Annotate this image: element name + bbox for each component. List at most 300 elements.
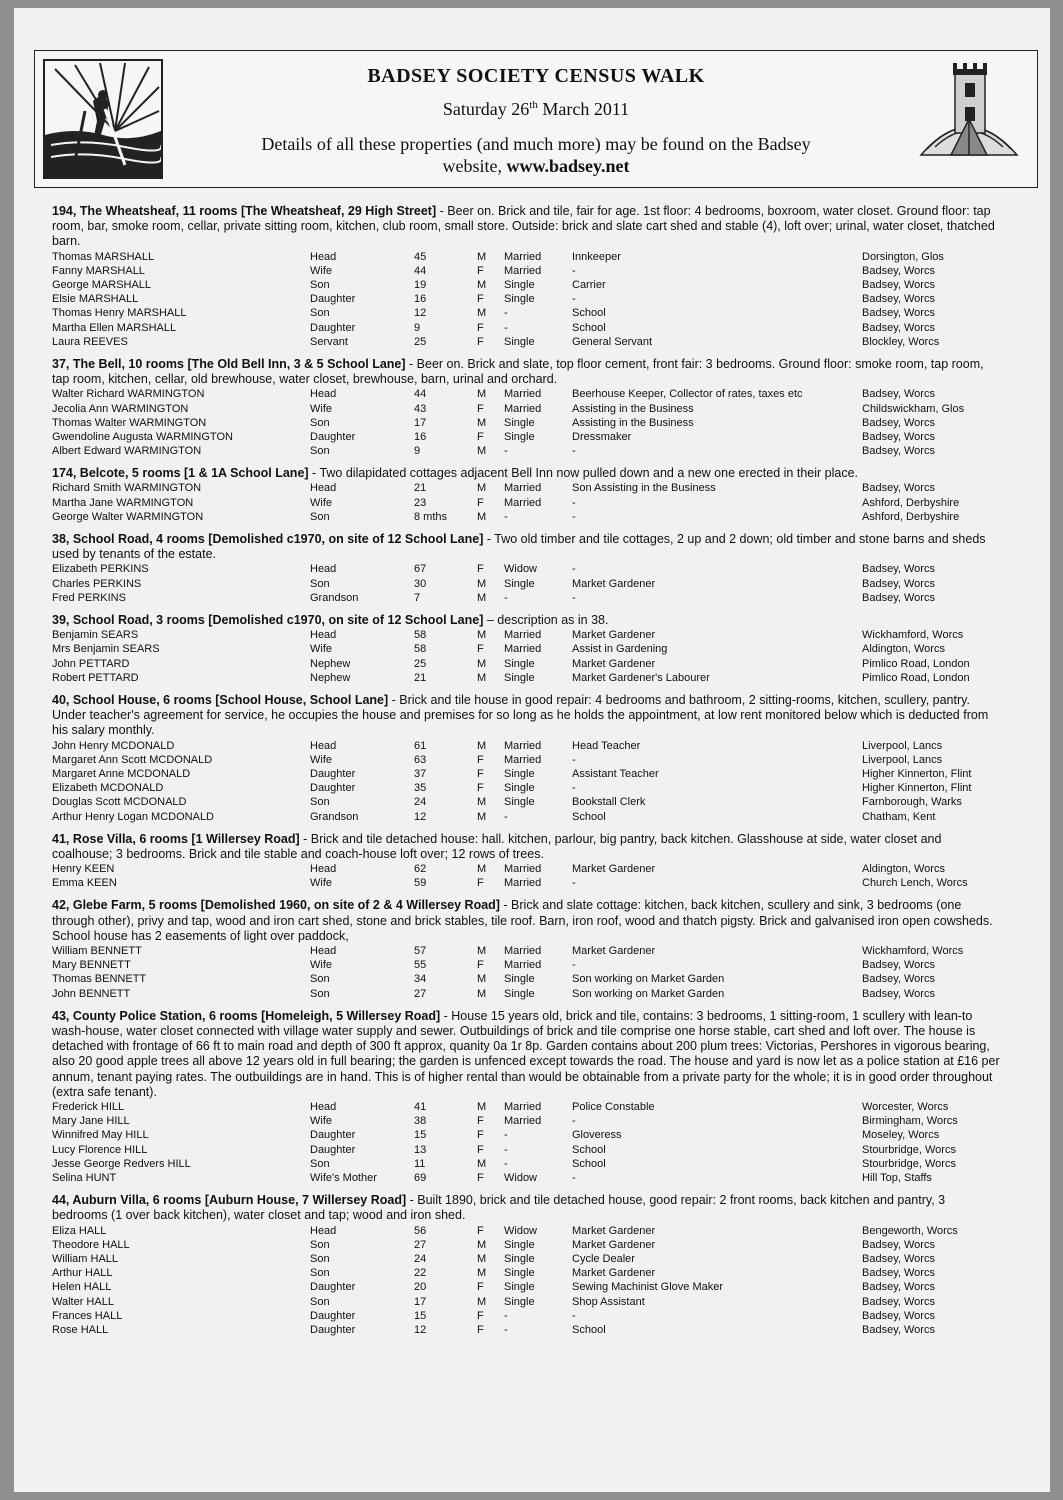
property-heading: 40, School House, 6 rooms [School House, School Lane]: [52, 692, 389, 707]
birthplace: Badsey, Worcs: [862, 987, 935, 1000]
person-name: Elizabeth PERKINS: [52, 563, 149, 576]
person-name: Gwendoline Augusta WARMINGTON: [52, 430, 233, 443]
person-name: Jecolia Ann WARMINGTON: [52, 402, 189, 415]
person-name: Thomas MARSHALL: [52, 250, 155, 263]
property-heading: 37, The Bell, 10 rooms [The Old Bell Inn, 3 & 5 School Lane]: [52, 356, 406, 371]
property-heading: 41, Rose Villa, 6 rooms [1 Willersey Road]: [52, 831, 300, 846]
property-description: [52, 898, 1002, 944]
sex: M: [477, 629, 487, 642]
relationship: Daughter: [310, 1309, 356, 1322]
occupation: -: [572, 753, 576, 766]
table-row: [52, 876, 1002, 890]
person-name: William HALL: [52, 1252, 119, 1265]
condition: Married: [504, 388, 542, 401]
birthplace: Badsey, Worcs: [862, 959, 935, 972]
sex: F: [477, 264, 484, 277]
table-row: [52, 278, 1002, 292]
relationship: Head: [310, 1224, 337, 1237]
sex: F: [477, 877, 484, 890]
website-link[interactable]: www.badsey.net: [506, 156, 630, 176]
age: 56: [414, 1224, 427, 1237]
birthplace: Bengeworth, Worcs: [862, 1224, 958, 1237]
table-row: [52, 944, 1002, 958]
condition: -: [504, 321, 508, 334]
date-ordinal: th: [529, 99, 538, 111]
sex: F: [477, 1281, 484, 1294]
person-name: Helen HALL: [52, 1281, 112, 1294]
sex: F: [477, 563, 484, 576]
person-name: Albert Edward WARMINGTON: [52, 445, 202, 458]
relationship: Head: [310, 563, 337, 576]
age: 15: [414, 1129, 427, 1142]
age: 19: [414, 278, 427, 291]
sex: F: [477, 753, 484, 766]
relationship: Son: [310, 416, 330, 429]
occupation: Market Gardener: [572, 629, 656, 642]
person-name: Mary Jane HILL: [52, 1115, 130, 1128]
person-name: Theodore HALL: [52, 1238, 130, 1251]
condition: Single: [504, 782, 535, 795]
table-row: [52, 1143, 1002, 1157]
condition: Widow: [504, 563, 538, 576]
age: 20: [414, 1281, 427, 1294]
condition: Single: [504, 335, 535, 348]
occupation: Dressmaker: [572, 430, 632, 443]
property-description: [52, 1193, 1002, 1223]
relationship: Grandson: [310, 810, 359, 823]
condition: Single: [504, 671, 535, 684]
age: 12: [414, 307, 427, 320]
person-name: Lucy Florence HILL: [52, 1143, 148, 1156]
table-row: [52, 972, 1002, 986]
condition: Married: [504, 482, 542, 495]
property-text: - Brick and tile house in good repair: 4 bedrooms and bathroom, 2 sitting-rooms, kitchen, scullery, pantry. Under teacher's agreement for service, he occupies the house and premises for so long as he holds the appointment, at low rent monitored below which is deducted from his salary monthly.: [52, 692, 989, 738]
table-row: [52, 402, 1002, 416]
person-name: John Henry MCDONALD: [52, 739, 175, 752]
age: 12: [414, 810, 427, 823]
person-name: Martha Ellen MARSHALL: [52, 321, 177, 334]
person-name: John BENNETT: [52, 987, 131, 1000]
property-heading: 38, School Road, 4 rooms [Demolished c1970, on site of 12 School Lane]: [52, 532, 484, 547]
age: 22: [414, 1267, 427, 1280]
household-table: [52, 862, 1002, 890]
details-note: [185, 133, 887, 177]
table-row: [52, 795, 1002, 809]
birthplace: Liverpool, Lancs: [862, 753, 943, 766]
badsey-society-logo: [43, 59, 163, 179]
property-description: [52, 613, 1002, 628]
sex: M: [477, 945, 487, 958]
table-row: [52, 657, 1002, 671]
table-row: [52, 1224, 1002, 1238]
person-name: Robert PETTARD: [52, 671, 139, 684]
age: 24: [414, 1252, 427, 1265]
table-row: [52, 1252, 1002, 1266]
birthplace: Worcester, Worcs: [862, 1101, 949, 1114]
property-heading: 44, Auburn Villa, 6 rooms [Auburn House, 7 Willersey Road]: [52, 1193, 407, 1208]
table-row: [52, 577, 1002, 591]
date-suffix: March 2011: [537, 99, 630, 119]
relationship: Head: [310, 482, 337, 495]
person-name: Fanny MARSHALL: [52, 264, 145, 277]
birthplace: Higher Kinnerton, Flint: [862, 782, 972, 795]
condition: -: [504, 1157, 508, 1170]
household-table: [52, 481, 1002, 524]
birthplace: Badsey, Worcs: [862, 563, 935, 576]
details-line-2: [185, 155, 887, 177]
age: 45: [414, 250, 427, 263]
occupation: Carrier: [572, 278, 606, 291]
table-row: [52, 1309, 1002, 1323]
occupation: Market Gardener: [572, 1224, 656, 1237]
table-row: [52, 1128, 1002, 1142]
property-section: [52, 1193, 1002, 1337]
table-row: [52, 306, 1002, 320]
age: 57: [414, 945, 427, 958]
sex: F: [477, 767, 484, 780]
person-name: John PETTARD: [52, 657, 130, 670]
sex: F: [477, 1143, 484, 1156]
table-row: [52, 671, 1002, 685]
occupation: Beerhouse Keeper, Collector of rates, taxes etc: [572, 388, 803, 401]
age: 9: [414, 445, 421, 458]
household-table: [52, 628, 1002, 685]
relationship: Head: [310, 629, 337, 642]
occupation: School: [572, 1157, 606, 1170]
relationship: Head: [310, 945, 337, 958]
relationship: Son: [310, 1157, 330, 1170]
property-section: [52, 357, 1002, 458]
condition: -: [504, 445, 508, 458]
sex: M: [477, 1101, 487, 1114]
property-description: [52, 1009, 1002, 1100]
person-name: George MARSHALL: [52, 278, 152, 291]
sex: M: [477, 416, 487, 429]
table-row: [52, 987, 1002, 1001]
condition: Married: [504, 250, 542, 263]
condition: -: [504, 591, 508, 604]
age: 24: [414, 796, 427, 809]
sex: M: [477, 250, 487, 263]
sex: M: [477, 577, 487, 590]
sex: M: [477, 1238, 487, 1251]
relationship: Head: [310, 1101, 337, 1114]
relationship: Wife: [310, 877, 332, 890]
table-row: [52, 1100, 1002, 1114]
person-name: Elsie MARSHALL: [52, 293, 139, 306]
birthplace: Badsey, Worcs: [862, 1238, 935, 1251]
property-section: [52, 898, 1002, 1000]
birthplace: Badsey, Worcs: [862, 430, 935, 443]
census-sheet: [14, 8, 1050, 1492]
person-name: Mary BENNETT: [52, 959, 131, 972]
birthplace: Stourbridge, Worcs: [862, 1157, 956, 1170]
property-section: [52, 466, 1002, 524]
relationship: Daughter: [310, 293, 356, 306]
person-name: Douglas Scott MCDONALD: [52, 796, 187, 809]
condition: -: [504, 1309, 508, 1322]
birthplace: Higher Kinnerton, Flint: [862, 767, 972, 780]
table-row: [52, 264, 1002, 278]
table-row: [52, 335, 1002, 349]
table-row: [52, 481, 1002, 495]
age: 44: [414, 264, 427, 277]
condition: Married: [504, 863, 542, 876]
birthplace: Badsey, Worcs: [862, 1267, 935, 1280]
condition: Single: [504, 278, 535, 291]
birthplace: Badsey, Worcs: [862, 1323, 935, 1336]
badsey-church-logo: [911, 59, 1027, 175]
property-heading: 42, Glebe Farm, 5 rooms [Demolished 1960, on site of 2 & 4 Willersey Road]: [52, 898, 500, 913]
occupation: -: [572, 1171, 576, 1184]
property-text: - House 15 years old, brick and tile, contains: 3 bedrooms, 1 sitting-room, 1 scullery with lean-to wash-house, water closet connected with village water supply and sewer. Outbuildings of brick and tile comprise one horse stable, cart shed and loft over. The house is detached with frontage of 66 ft to main road and depth of 300 ft approx, quanity 0a 1r 8p. Garden contains about 200 plum trees: Victorias, Pershores in vigorous bearing, also 20 good apple trees all above 12 years old in full bearing; the garden is unfenced except towards the road. The house and yard is now let as a police station at £16 per annum, tenant paying rates. The outbuildings are in hand. This is of higher rental than would be obtainable from a private party for the whole; it is in good order throughout (extra safe tenant).: [52, 1008, 1000, 1099]
condition: Married: [504, 945, 542, 958]
relationship: Wife: [310, 264, 332, 277]
birthplace: Aldington, Worcs: [862, 643, 945, 656]
occupation: Innkeeper: [572, 250, 621, 263]
property-heading: 194, The Wheatsheaf, 11 rooms [The Wheatsheaf, 29 High Street]: [52, 204, 437, 218]
relationship: Servant: [310, 335, 348, 348]
relationship: Daughter: [310, 782, 356, 795]
relationship: Daughter: [310, 767, 356, 780]
age: 21: [414, 482, 427, 495]
relationship: Wife: [310, 959, 332, 972]
property-section: [52, 532, 1002, 605]
condition: Married: [504, 629, 542, 642]
person-name: Charles PERKINS: [52, 577, 142, 590]
age: 61: [414, 739, 427, 752]
table-row: [52, 628, 1002, 642]
occupation: Market Gardener: [572, 1267, 656, 1280]
table-row: [52, 642, 1002, 656]
age: 43: [414, 402, 427, 415]
age: 21: [414, 671, 427, 684]
condition: Widow: [504, 1224, 538, 1237]
age: 8 mths: [414, 510, 448, 523]
property-description: [52, 466, 1002, 481]
sex: F: [477, 1224, 484, 1237]
property-text: - Beer on. Brick and tile, fair for age. 1st floor: 4 bedrooms, boxroom, water closet. Ground floor: tap room, bar, smoke room, cellar, private sitting room, kitchen, club room, small store. Outside: brick and slate cart shed and stable (4), loft over; urinal, water closet, thatched barn.: [52, 204, 995, 249]
sex: M: [477, 307, 487, 320]
age: 59: [414, 877, 427, 890]
sex: F: [477, 430, 484, 443]
table-row: [52, 1295, 1002, 1309]
property-section: [52, 693, 1002, 824]
occupation: Assisting in the Business: [572, 402, 694, 415]
age: 44: [414, 388, 427, 401]
table-row: [52, 753, 1002, 767]
person-name: Benjamin SEARS: [52, 629, 139, 642]
relationship: Daughter: [310, 1281, 356, 1294]
person-name: Eliza HALL: [52, 1224, 107, 1237]
condition: Married: [504, 959, 542, 972]
condition: Married: [504, 402, 542, 415]
birthplace: Badsey, Worcs: [862, 293, 935, 306]
age: 58: [414, 643, 427, 656]
age: 30: [414, 577, 427, 590]
person-name: William BENNETT: [52, 945, 142, 958]
sex: M: [477, 987, 487, 1000]
relationship: Son: [310, 1252, 330, 1265]
table-row: [52, 1157, 1002, 1171]
household-table: [52, 944, 1002, 1001]
table-row: [52, 387, 1002, 401]
birthplace: Aldington, Worcs: [862, 863, 945, 876]
occupation: Assistant Teacher: [572, 767, 659, 780]
sex: M: [477, 1295, 487, 1308]
birthplace: Badsey, Worcs: [862, 577, 935, 590]
property-text: - Beer on. Brick and slate, top floor cement, front fair: 3 bedrooms. Ground floor: smoke room, tap room, tap room, kitchen, cellar, old brewhouse, water closet, brewhouse, barn, urinal and orchard.: [52, 356, 984, 387]
condition: Single: [504, 1238, 535, 1251]
condition: Single: [504, 1267, 535, 1280]
relationship: Son: [310, 796, 330, 809]
person-name: Margaret Anne MCDONALD: [52, 767, 191, 780]
person-name: Martha Jane WARMINGTON: [52, 496, 194, 509]
sex: F: [477, 1171, 484, 1184]
condition: Married: [504, 496, 542, 509]
condition: Single: [504, 796, 535, 809]
sex: M: [477, 510, 487, 523]
birthplace: Badsey, Worcs: [862, 482, 935, 495]
household-table: [52, 562, 1002, 605]
age: 58: [414, 629, 427, 642]
occupation: General Servant: [572, 335, 653, 348]
birthplace: Blockley, Worcs: [862, 335, 940, 348]
sex: M: [477, 278, 487, 291]
occupation: Assisting in the Business: [572, 416, 694, 429]
condition: Married: [504, 753, 542, 766]
person-name: Arthur Henry Logan MCDONALD: [52, 810, 215, 823]
table-row: [52, 292, 1002, 306]
age: 7: [414, 591, 421, 604]
occupation: School: [572, 1143, 606, 1156]
occupation: Shop Assistant: [572, 1295, 645, 1308]
relationship: Daughter: [310, 1129, 356, 1142]
table-row: [52, 862, 1002, 876]
occupation: Cycle Dealer: [572, 1252, 635, 1265]
relationship: Head: [310, 250, 337, 263]
occupation: Market Gardener: [572, 863, 656, 876]
birthplace: Stourbridge, Worcs: [862, 1143, 956, 1156]
birthplace: Hill Top, Staffs: [862, 1171, 932, 1184]
occupation: Market Gardener: [572, 657, 656, 670]
condition: Single: [504, 1281, 535, 1294]
age: 55: [414, 959, 427, 972]
relationship: Wife: [310, 753, 332, 766]
household-table: [52, 387, 1002, 458]
age: 37: [414, 767, 427, 780]
occupation: Son working on Market Garden: [572, 973, 725, 986]
relationship: Head: [310, 388, 337, 401]
condition: Single: [504, 430, 535, 443]
birthplace: Badsey, Worcs: [862, 388, 935, 401]
person-name: George Walter WARMINGTON: [52, 510, 204, 523]
person-name: Selina HUNT: [52, 1171, 117, 1184]
relationship: Son: [310, 1238, 330, 1251]
age: 41: [414, 1101, 427, 1114]
birthplace: Badsey, Worcs: [862, 264, 935, 277]
property-description: [52, 832, 1002, 862]
occupation: Market Gardener's Labourer: [572, 671, 710, 684]
sex: F: [477, 1115, 484, 1128]
condition: Married: [504, 877, 542, 890]
relationship: Son: [310, 1295, 330, 1308]
occupation: School: [572, 321, 606, 334]
sex: M: [477, 388, 487, 401]
condition: -: [504, 510, 508, 523]
relationship: Wife's Mother: [310, 1171, 377, 1184]
table-row: [52, 1266, 1002, 1280]
condition: -: [504, 810, 508, 823]
age: 13: [414, 1143, 427, 1156]
occupation: School: [572, 1323, 606, 1336]
birthplace: Ashford, Derbyshire: [862, 496, 960, 509]
birthplace: Wickhamford, Worcs: [862, 945, 964, 958]
birthplace: Farnborough, Warks: [862, 796, 962, 809]
occupation: Son Assisting in the Business: [572, 482, 716, 495]
table-row: [52, 781, 1002, 795]
details-line-1: Details of all these properties (and much more) may be found on the Badsey: [261, 134, 811, 154]
person-name: Mrs Benjamin SEARS: [52, 643, 160, 656]
age: 17: [414, 416, 427, 429]
person-name: Richard Smith WARMINGTON: [52, 482, 202, 495]
occupation: Market Gardener: [572, 1238, 656, 1251]
condition: Widow: [504, 1171, 538, 1184]
sex: F: [477, 959, 484, 972]
relationship: Daughter: [310, 321, 356, 334]
sex: M: [477, 863, 487, 876]
age: 16: [414, 293, 427, 306]
birthplace: Childswickham, Glos: [862, 402, 965, 415]
sex: M: [477, 810, 487, 823]
sex: M: [477, 1267, 487, 1280]
age: 67: [414, 563, 427, 576]
relationship: Wife: [310, 1115, 332, 1128]
person-name: Laura REEVES: [52, 335, 128, 348]
birthplace: Badsey, Worcs: [862, 591, 935, 604]
relationship: Nephew: [310, 671, 351, 684]
date-prefix: Saturday 26: [442, 99, 530, 119]
property-section: [52, 1009, 1002, 1185]
relationship: Son: [310, 445, 330, 458]
occupation: -: [572, 563, 576, 576]
relationship: Son: [310, 510, 330, 523]
table-row: [52, 1114, 1002, 1128]
birthplace: Chatham, Kent: [862, 810, 936, 823]
relationship: Head: [310, 739, 337, 752]
age: 23: [414, 496, 427, 509]
table-row: [52, 321, 1002, 335]
age: 63: [414, 753, 427, 766]
birthplace: Wickhamford, Worcs: [862, 629, 964, 642]
age: 25: [414, 657, 427, 670]
sex: F: [477, 402, 484, 415]
relationship: Son: [310, 1267, 330, 1280]
person-name: Frances HALL: [52, 1309, 123, 1322]
church-tower-icon: [911, 59, 1027, 175]
relationship: Daughter: [310, 1323, 356, 1336]
census-content: [52, 204, 1002, 1345]
property-heading: 39, School Road, 3 rooms [Demolished c1970, on site of 12 School Lane]: [52, 613, 484, 627]
relationship: Wife: [310, 643, 332, 656]
occupation: -: [572, 959, 576, 972]
household-table: [52, 250, 1002, 349]
occupation: Market Gardener: [572, 577, 656, 590]
property-section: [52, 613, 1002, 685]
property-description: [52, 693, 1002, 739]
details-line-2-prefix: website,: [442, 156, 507, 176]
sex: F: [477, 321, 484, 334]
